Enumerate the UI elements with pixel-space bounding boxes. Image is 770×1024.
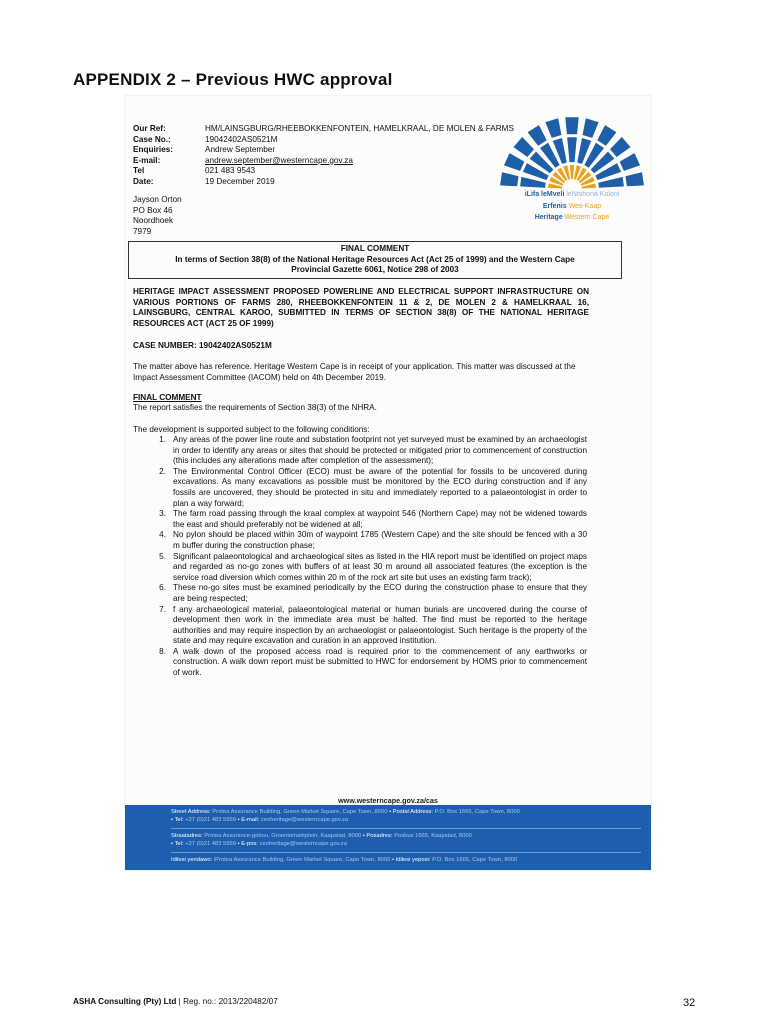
heritage-western-cape-logo [499, 113, 645, 225]
sunburst-ray [565, 117, 578, 134]
sunburst-ray [528, 125, 547, 146]
logo-text-english: Heritage Western Cape [534, 214, 610, 221]
list-item: 4. No pylon should be placed within 30m of waypoint 1785 (Western Cape) and the site should be fenced with a 30 m buffer during the construction phase; [159, 530, 587, 550]
case-number: CASE NUMBER: 19042402AS0521M [133, 341, 272, 350]
list-item: 3. The farm road passing through the kraal complex at waypoint 546 (Northern Cape) may not be widened towards the east and should preferably not be widened at all; [159, 509, 587, 529]
address-line: Noordhoek [133, 216, 174, 225]
ref-value: 19042402AS0521M [205, 134, 278, 144]
website-link[interactable]: www.westerncape.gov.za/cas [338, 796, 438, 805]
sunburst-ray [570, 165, 574, 179]
list-item: 6. These no-go sites must be examined periodically by the ECO during the construction phase to ensure that they are being respected; [159, 583, 587, 603]
ref-value: 021 483 9543 [205, 166, 256, 176]
page-heading: APPENDIX 2 – Previous HWC approval [73, 70, 393, 89]
final-comment-box [128, 241, 622, 279]
sunburst-ray [597, 125, 616, 146]
list-item: 5. Significant palaeontological and archaeological sites as listed in the HIA report must be identified on project maps and regarded as no-go zones with buffers of at least 30 m around all associated features (the exception is the service road diversion which comes within 20 m of the rock art site but uses an existing farm track); [159, 551, 587, 582]
ref-key: Our Ref: [133, 124, 166, 133]
sunburst-icon [499, 113, 645, 191]
scanned-letter [125, 96, 651, 870]
ref-row [133, 124, 514, 135]
sunburst-ray [504, 153, 524, 171]
recipient-address [133, 195, 182, 237]
sunburst-ray [520, 177, 546, 188]
logo-text-afrikaans: Erfenis Wes-Kaap [542, 203, 602, 210]
list-item: 7. f any archaeological material, palaeontological material or human burials are uncovered during the course of development then work in the immediate area must be halted. The find must be reported to the heritage authorities and may require inspection by an archaeologist or palaeontologist. Such heritage is the property of the state and may require excavation and curation in an approved institution. [159, 604, 587, 646]
ref-key: Tel [133, 166, 145, 176]
sunburst-ray [626, 172, 644, 186]
conditions-intro: The development is supported subject to the following conditions: [133, 425, 370, 434]
sunburst-ray [567, 137, 577, 162]
list-item: 8. A walk down of the proposed access road is required prior to the commencement of any earthworks or construction. A walk down report must be submitted to HWC for endorsement by HOMS prior to commencement of work. [159, 646, 587, 678]
final-comment-text: The report satisfies the requirements of Section 38(3) of the NHRA. [133, 403, 377, 412]
ref-row [133, 145, 514, 156]
ref-value: Andrew September [205, 145, 276, 155]
ref-value: 19 December 2019 [205, 176, 275, 186]
ref-row [133, 156, 514, 167]
idilesi-row: Idilesi yendawo: iProtea Assurance Building, Green Market Square, Cape Town, 8000 • Idilesi yeposi: P.O. Box 1665, Cape Town, 8000 [171, 857, 518, 863]
sunburst-ray [610, 137, 631, 157]
sunburst-ray [545, 118, 561, 138]
ref-key: E-mail: [133, 155, 161, 165]
intro-paragraph: The matter above has reference. Heritage Western Cape is in receipt of your application. This matter was discussed at the Impact Assessment Committee (IACOM) held on 4th December 2019. [133, 362, 576, 382]
reference-block [133, 124, 514, 188]
conditions-list [133, 435, 587, 679]
sunburst-ray [598, 177, 624, 188]
final-comment-title: FINAL COMMENT [340, 244, 410, 253]
final-comment-line: Provincial Gazette 6061, Notice 298 of 2003 [291, 265, 459, 275]
address-line: Jayson Orton [133, 195, 182, 204]
ref-row [133, 135, 514, 146]
list-item: 1. Any areas of the power line route and substation footprint not yet surveyed must be examined by an archaeologist in order to identify any areas or sites that should be protected or mitigated prior to commencement of construction (this includes any alterations made after completion of the assessment); [159, 435, 587, 466]
band-divider [171, 828, 641, 829]
ref-key: Enquiries: [133, 145, 174, 155]
address-line: PO Box 46 [133, 205, 173, 215]
ref-row [133, 177, 514, 188]
ref-value: HM/LAINSGBURG/RHEEBOKKENFONTEIN, HAMELKRAAL, DE MOLEN & FARMS [205, 124, 514, 133]
sunburst-ray [500, 172, 518, 186]
ref-row [133, 166, 514, 177]
list-item: 2. The Environmental Control Officer (ECO) must be aware of the potential for fossils to be uncovered during excavations. As many excavations as possible must be monitored by the ECO during construction and if any fossils are uncovered, they should be protected in situ and immediately reported to a palaeontologist in order to plan a way forward; [159, 466, 587, 508]
logo-text-xhosa: iLifa leMveli leNtshona Koloni [524, 191, 620, 198]
footer-company: ASHA Consulting (Pty) Ltd | Reg. no.: 2013/220482/07 [73, 997, 278, 1006]
page-number: 32 [683, 997, 696, 1009]
contact-footer-band [125, 805, 651, 870]
sunburst-ray [583, 118, 599, 138]
contact-row-english: • Tel: +27 (0)21 483 5959 • E-mail: ceoheritage@westerncape.gov.za [171, 817, 349, 823]
ref-key: Date: [133, 176, 154, 186]
street-address-row: Street Address: Protea Assurance Building, Green Market Square, Cape Town, 8000 • Postal Address: P.O. Box 1665, Cape Town, 8000 [171, 809, 520, 815]
ref-key: Case No.: [133, 134, 171, 144]
sunburst-ray [514, 137, 535, 157]
contact-row-afrikaans: • Tel: +27 (0)21 483 5959 • E-pos: ceoheritage@westerncape.gov.za [171, 841, 347, 847]
final-comment-heading: FINAL COMMENT [133, 393, 202, 402]
address-line: 7979 [133, 226, 152, 236]
sunburst-ray [620, 153, 640, 171]
subject-heading: HERITAGE IMPACT ASSESSMENT PROPOSED POWERLINE AND ELECTRICAL SUPPORT INFRASTRUCTURE ON VARIOUS PORTIONS OF FARMS 280, RHEEBOKKENFONTEIN 11 & 2, DE MOLEN 2 & HAMELKRAAL 16, LAINSGBURG, CENTRAL KAROO, SUBMITTED IN TERMS OF SECTION 38(8) OF THE NATIONAL HERITAGE RESOURCES ACT (ACT 25 OF 1999) [133, 287, 589, 328]
email-link[interactable]: andrew.september@westerncape.gov.za [205, 155, 353, 165]
straatadres-row: Straatadres: Protea Assurance-gebou, Groentemarkplein, Kaapstad, 8000 • Posadres: Posbus 1665, Kaapstad, 8000 [171, 833, 472, 839]
band-divider [171, 852, 641, 853]
final-comment-line: In terms of Section 38(8) of the National Heritage Resources Act (Act 25 of 1999) and the Western Cape [175, 254, 575, 264]
